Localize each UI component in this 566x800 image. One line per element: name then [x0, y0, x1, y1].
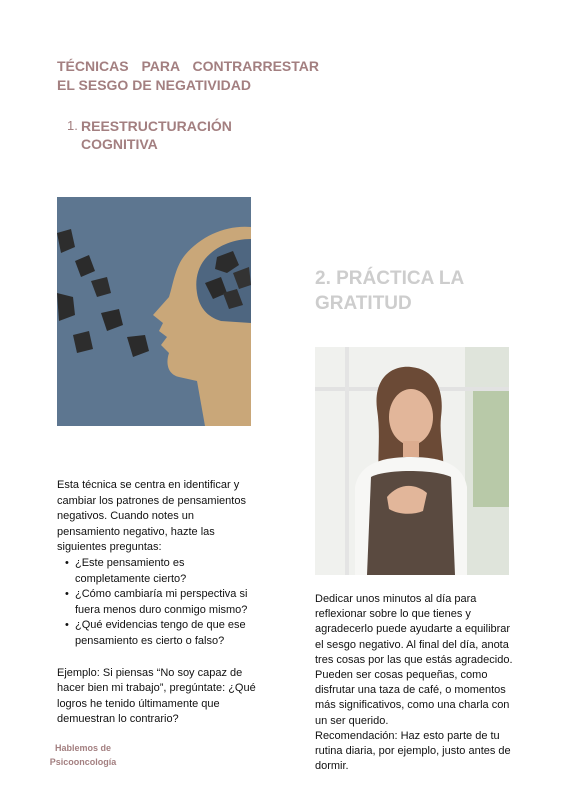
section2-title-line2: GRATITUD — [315, 293, 412, 314]
gratitude-woman-photo — [315, 347, 509, 575]
list-item: • ¿Cómo cambiaría mi perspectiva si fuera menos duro conmigo mismo? — [65, 587, 257, 618]
section1-question-list — [57, 556, 257, 650]
footer-line1: Hablemos de — [54, 743, 112, 753]
footer-brand — [40, 741, 126, 769]
section2-heading — [315, 266, 515, 316]
page-title-line2: EL SESGO DE NEGATIVIDAD — [57, 77, 251, 93]
section1-body — [57, 478, 257, 728]
section2-paragraph: Dedicar unos minutos al día para reflexionar sobre lo que tienes y agradecerlo puede ayudarte a equilibrar el sesgo negativo. Al final del día, anota tres cosas por las que estás agradecido. Pueden ser cosas pequeñas, como disfrutar una taza de café, o momentos más significativos, como una charla con un ser querido. — [315, 593, 513, 727]
section2-title-line1: 2. PRÁCTICA LA — [315, 268, 465, 289]
head-silhouette-image — [57, 197, 251, 426]
gratitude-woman-illustration — [315, 347, 509, 575]
section1-title-line1: REESTRUCTURACIÓN — [81, 118, 232, 134]
footer-line2: Psicooncología — [49, 757, 117, 767]
list-item: • ¿Este pensamiento es completamente cierto? — [65, 556, 257, 587]
section1-number: 1. — [67, 118, 78, 133]
section1-intro: Esta técnica se centra en identificar y cambiar los patrones de pensamientos negativos. Cuando notes un pensamiento negativo, hazte las siguientes preguntas: — [57, 479, 246, 554]
head-silhouette-illustration — [57, 197, 251, 426]
page-title-line1: TÉCNICAS PARA CONTRARRESTAR — [57, 58, 319, 74]
page-title — [57, 57, 319, 95]
section2-recommendation: Recomendación: Haz esto parte de tu rutina diaria, por ejemplo, justo antes de dormir. — [315, 729, 511, 773]
section1-heading — [67, 117, 232, 153]
section1-title — [81, 117, 232, 153]
section1-example: Ejemplo: Si piensas “No soy capaz de hacer bien mi trabajo”, pregúntate: ¿Qué logros he tenido últimamente que demuestran lo contrario? — [57, 666, 256, 726]
list-item: • ¿Qué evidencias tengo de que ese pensamiento es cierto o falso? — [65, 618, 257, 649]
section2-body — [315, 592, 515, 774]
section1-title-line2: COGNITIVA — [81, 136, 158, 152]
